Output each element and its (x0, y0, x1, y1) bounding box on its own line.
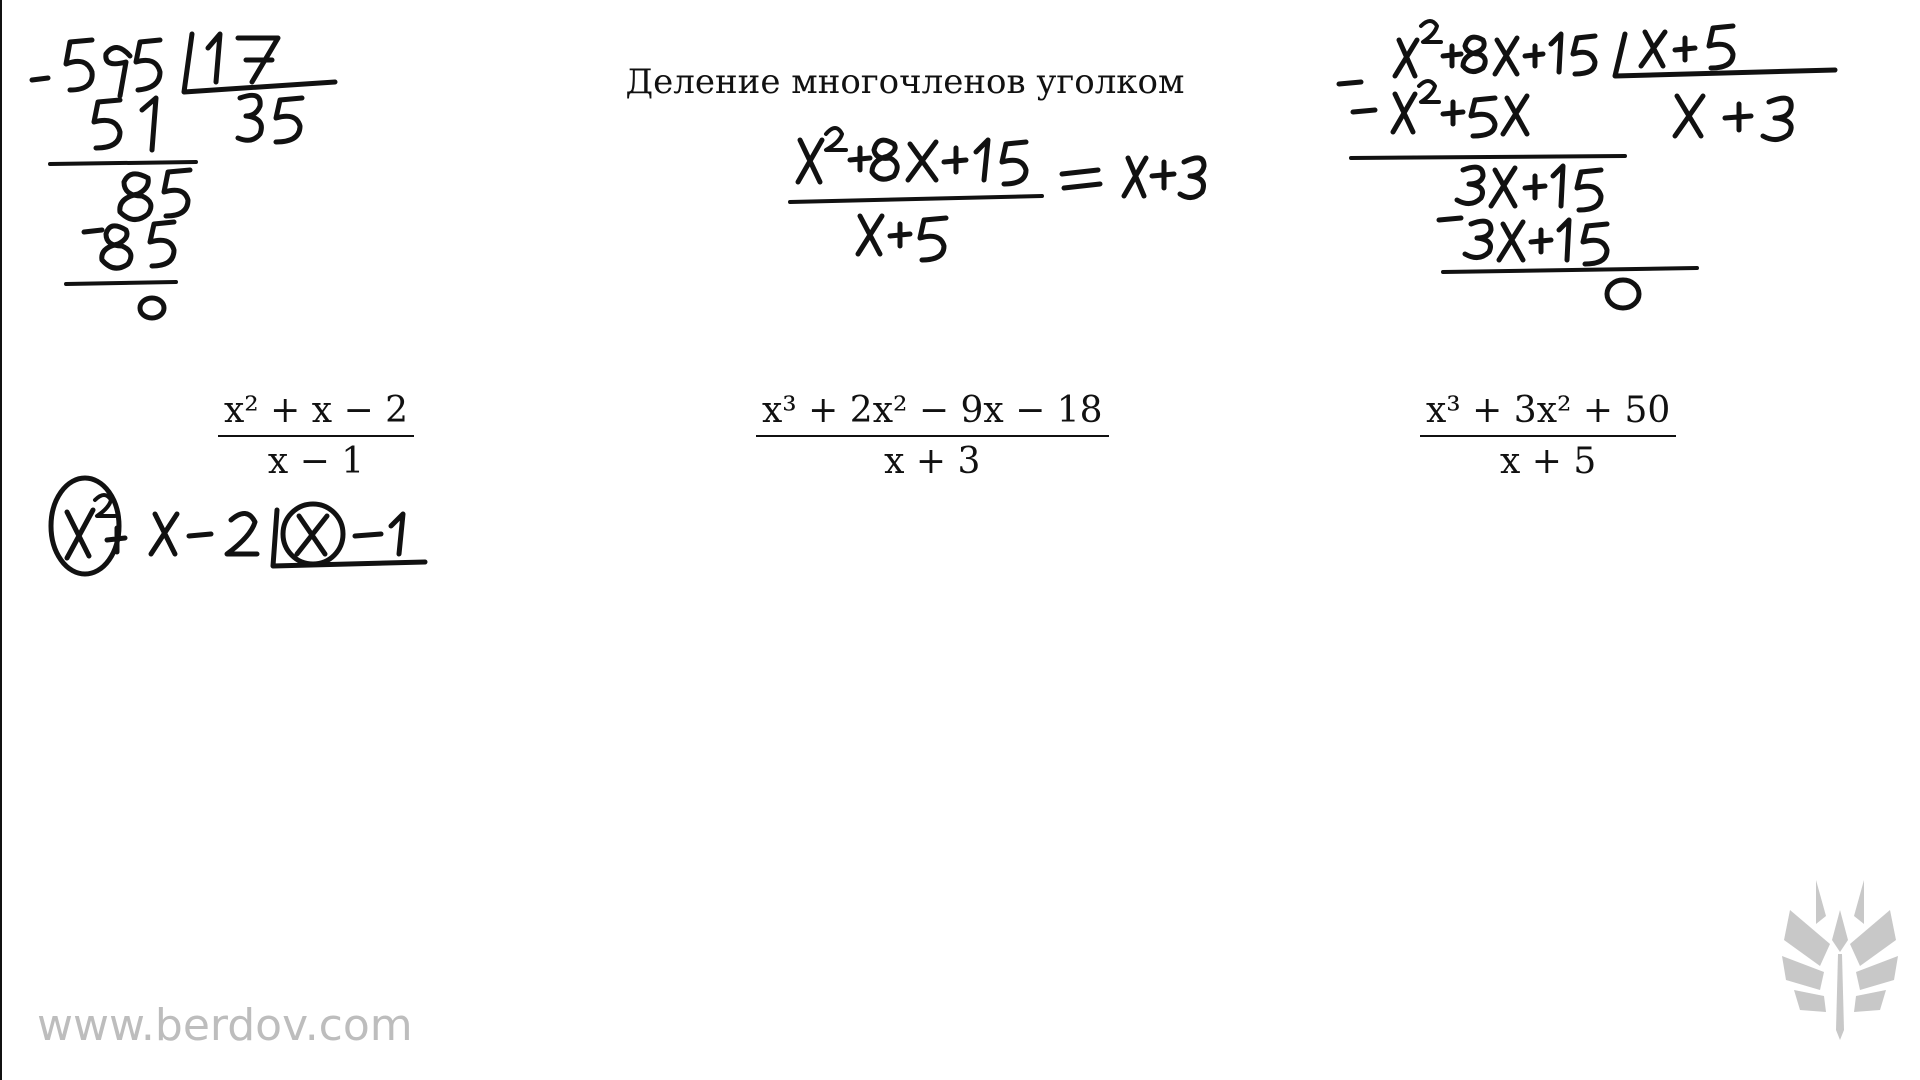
exercise-2-numerator: x³ + 2x² − 9x − 18 (762, 390, 1103, 431)
exercise-1-numerator: x² + x − 2 (224, 390, 409, 431)
page-title: Деление многочленов уголком (625, 62, 1185, 102)
exercise-fraction-1 (218, 390, 414, 482)
handwritten-fraction-equation (780, 120, 1260, 270)
exercise-3-denominator: x + 5 (1500, 441, 1597, 482)
exercise-3-numerator: x³ + 3x² + 50 (1426, 390, 1671, 431)
handwritten-polynomial-division (1335, 10, 1855, 320)
handwritten-work-in-progress (45, 470, 435, 590)
exercise-fraction-2 (756, 390, 1109, 482)
exercise-1-denominator: x − 1 (267, 441, 365, 482)
left-border (0, 0, 2, 1080)
handwritten-number-division (20, 20, 350, 320)
watermark-url: www.berdov.com (37, 1000, 413, 1051)
exercise-2-denominator: x + 3 (884, 441, 981, 482)
eagle-logo-icon (1780, 880, 1900, 1050)
exercise-fraction-3 (1420, 390, 1676, 482)
